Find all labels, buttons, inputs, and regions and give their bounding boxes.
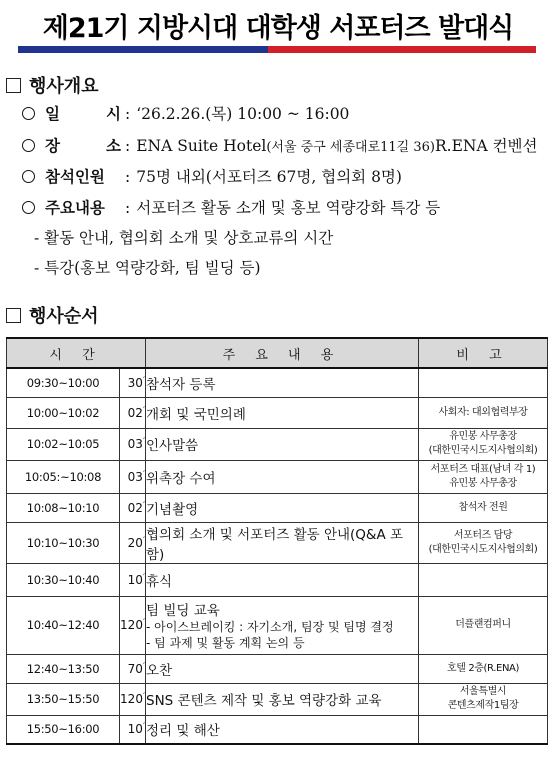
- row-content: 정리 및 해산: [146, 715, 419, 744]
- row-time: 13:50~15:50: [7, 683, 120, 715]
- row-note: 서포터즈 담당 (대한민국시도지사협의회): [419, 522, 548, 563]
- row-duration: 120′: [120, 683, 146, 715]
- info-value: ‘26.2.26.(목) 10:00 ~ 16:00: [136, 105, 350, 123]
- row-content: 오찬: [146, 654, 419, 683]
- row-note: 서울특별시 콘텐츠제작1팀장: [419, 683, 548, 715]
- row-duration: 10′: [120, 563, 146, 596]
- row-note: 유민봉 사무총장 (대한민국시도지사협의회): [419, 428, 548, 460]
- square-bullet-icon: [6, 78, 21, 93]
- square-bullet-icon: [6, 308, 21, 323]
- circle-bullet-icon: [22, 107, 35, 120]
- row-note: 참석자 전원: [419, 493, 548, 522]
- row-time: 09:30~10:00: [7, 368, 120, 397]
- row-content: SNS 콘텐츠 제작 및 홍보 역량강화 교육: [146, 683, 419, 715]
- info-value: 75명 내외(서포터즈 67명, 협의회 8명): [136, 168, 402, 186]
- row-note: [419, 563, 548, 596]
- info-value-hall: R.ENA 컨벤션: [434, 137, 538, 155]
- info-row-contents: [22, 196, 440, 218]
- row-content: 참석자 등록: [146, 368, 419, 397]
- row-content: 기념촬영: [146, 493, 419, 522]
- info-label: 장 소: [45, 137, 121, 155]
- row-content: 인사말씀: [146, 428, 419, 460]
- row-time: 10:40~12:40: [7, 596, 120, 654]
- table-row: [7, 397, 548, 428]
- row-duration: 02′: [120, 493, 146, 522]
- row-duration: 30′: [120, 368, 146, 397]
- row-content: 휴식: [146, 563, 419, 596]
- colon: :: [125, 105, 131, 123]
- circle-bullet-icon: [22, 201, 35, 214]
- table-row: [7, 715, 548, 744]
- row-duration: 120′: [120, 596, 146, 654]
- row-content: 협의회 소개 및 서포터즈 활동 안내(Q&A 포함): [146, 522, 419, 563]
- info-value: ENA Suite Hotel: [136, 137, 267, 155]
- info-row-attendees: [22, 165, 402, 187]
- row-time: 15:50~16:00: [7, 715, 120, 744]
- row-content: 위촉장 수여: [146, 460, 419, 493]
- row-note: [419, 715, 548, 744]
- table-row: [7, 428, 548, 460]
- info-row-date: [22, 102, 349, 124]
- row-note: 호텔 2층(R.ENA): [419, 654, 548, 683]
- info-value: 서포터즈 활동 소개 및 홍보 역량강화 특강 등: [136, 199, 441, 217]
- table-row: [7, 522, 548, 563]
- table-row: [7, 596, 548, 654]
- info-label: 주요내용: [45, 199, 105, 217]
- header-note: 비 고: [419, 338, 548, 368]
- table-row: [7, 683, 548, 715]
- row-content: 팀 빌딩 교육 - 아이스브레이킹 : 자기소개, 팀장 및 팀명 결정 - 팀 과제 및 활동 계획 논의 등: [146, 596, 419, 654]
- row-time: 10:30~10:40: [7, 563, 120, 596]
- title-underline-blue: [18, 46, 268, 53]
- table-row: [7, 563, 548, 596]
- title-banner: [0, 0, 556, 60]
- row-time: 10:08~10:10: [7, 493, 120, 522]
- row-note: 사회자: 대외협력부장: [419, 397, 548, 428]
- section-title: 행사개요: [29, 76, 99, 97]
- header-time: 시 간: [7, 338, 146, 368]
- header-content: 주 요 내 용: [146, 338, 419, 368]
- info-label: 참석인원: [45, 168, 105, 186]
- sub-bullet: - 활동 안내, 협의회 소개 및 상호교류의 시간: [34, 229, 334, 247]
- table-row: [7, 493, 548, 522]
- colon: :: [125, 137, 131, 155]
- row-duration: 10′: [120, 715, 146, 744]
- info-row-venue: [22, 134, 538, 156]
- schedule-body: [7, 368, 548, 744]
- info-label: 일 시: [45, 105, 121, 123]
- schedule-table: [6, 337, 548, 745]
- row-time: 10:00~10:02: [7, 397, 120, 428]
- row-duration: 70′: [120, 654, 146, 683]
- row-duration: 03′: [120, 428, 146, 460]
- table-header-row: [7, 338, 548, 368]
- row-content: 개회 및 국민의례: [146, 397, 419, 428]
- sub-bullet: - 특강(홍보 역량강화, 팀 빌딩 등): [34, 259, 261, 277]
- colon: :: [125, 168, 131, 186]
- title-underline-red: [268, 46, 536, 53]
- table-row: [7, 368, 548, 397]
- section-title: 행사순서: [29, 306, 99, 327]
- row-duration: 02′: [120, 397, 146, 428]
- row-note: 더플랜컴퍼니: [419, 596, 548, 654]
- page-title: 제21기 지방시대 대학생 서포터즈 발대식: [42, 13, 514, 44]
- row-time: 10:02~10:05: [7, 428, 120, 460]
- row-duration: 20′: [120, 522, 146, 563]
- row-time: 10:05:~10:08: [7, 460, 120, 493]
- table-row: [7, 654, 548, 683]
- info-value-address: (서울 중구 세종대로11길 36): [266, 140, 435, 155]
- section-overview-heading: [6, 72, 99, 98]
- table-row: [7, 460, 548, 493]
- row-duration: 03′: [120, 460, 146, 493]
- circle-bullet-icon: [22, 139, 35, 152]
- section-schedule-heading: [6, 302, 99, 328]
- row-note: 서포터즈 대표(남녀 각 1) 유민봉 사무총장: [419, 460, 548, 493]
- colon: :: [125, 199, 131, 217]
- row-note: [419, 368, 548, 397]
- circle-bullet-icon: [22, 170, 35, 183]
- row-time: 12:40~13:50: [7, 654, 120, 683]
- row-time: 10:10~10:30: [7, 522, 120, 563]
